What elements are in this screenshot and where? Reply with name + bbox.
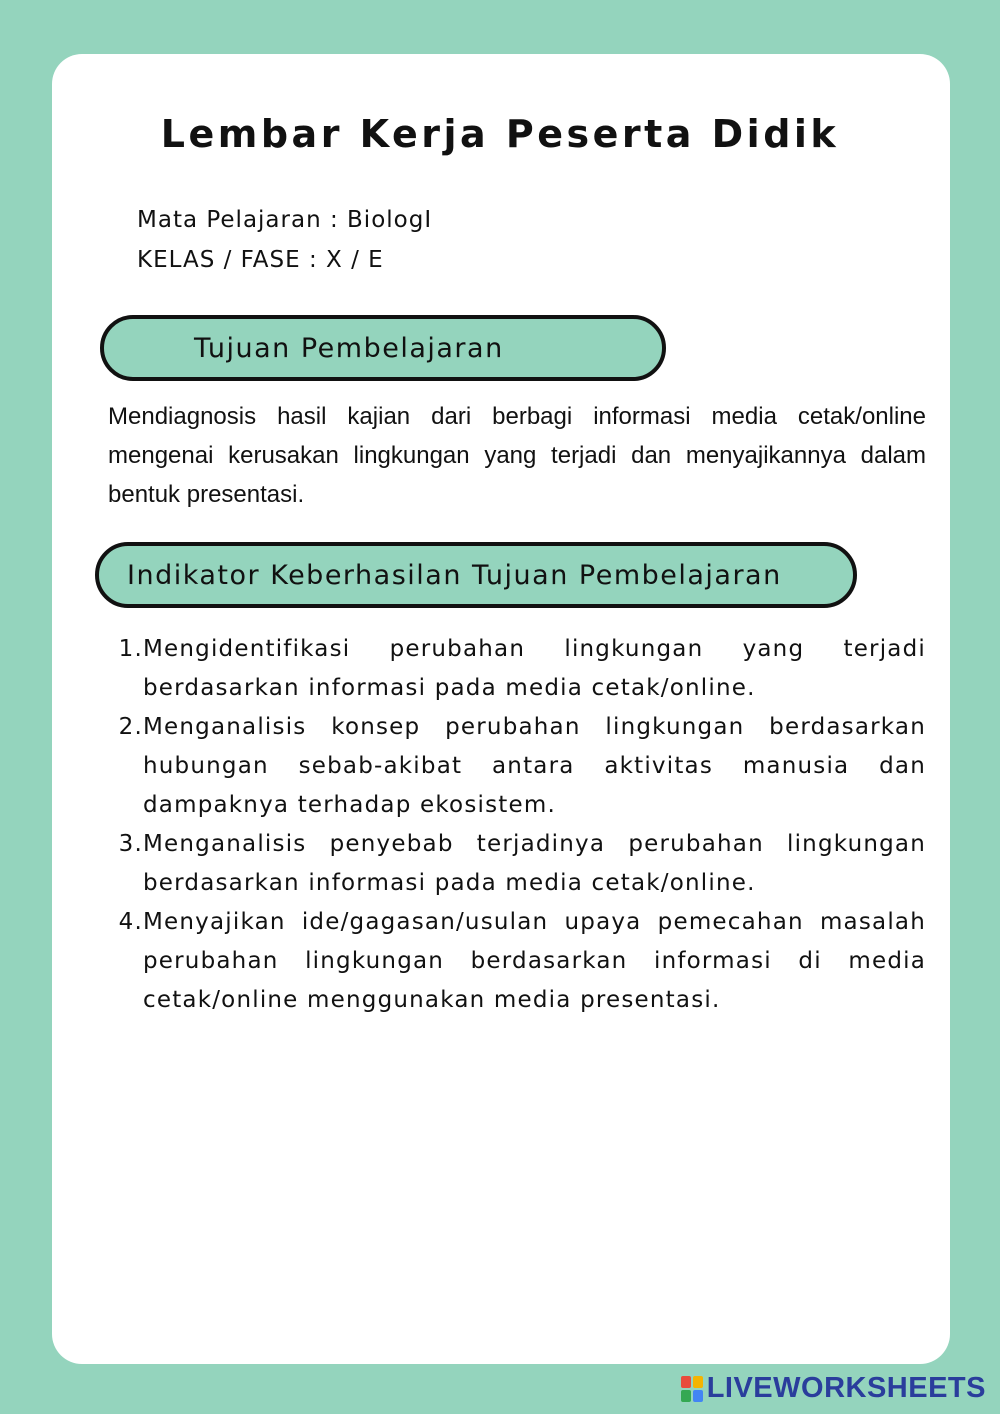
- meta-info: [137, 200, 432, 280]
- section-heading-label: Indikator Keberhasilan Tujuan Pembelajaran: [127, 559, 782, 591]
- list-item-number: 3.: [118, 831, 143, 857]
- list-item-text: Mengidentifikasi perubahan lingkungan yang terjadi berdasarkan informasi pada media cetak/online.: [143, 636, 926, 701]
- list-item: [108, 825, 926, 903]
- logo-square-icon: [693, 1390, 703, 1402]
- class-line: KELAS / FASE : X / E: [137, 247, 384, 273]
- list-item-text: Menganalisis penyebab terjadinya perubahan lingkungan berdasarkan informasi pada media cetak/online.: [143, 831, 926, 896]
- subject-line: Mata Pelajaran : BiologI: [137, 207, 433, 233]
- list-item-text: Menganalisis konsep perubahan lingkungan berdasarkan hubungan sebab-akibat antara aktivitas manusia dan dampaknya terhadap ekosistem.: [143, 714, 926, 818]
- indicator-list: [108, 630, 926, 1020]
- list-item: [108, 630, 926, 708]
- logo-square-icon: [681, 1390, 691, 1402]
- liveworksheets-logo-icon: [681, 1376, 703, 1402]
- list-item-number: 2.: [118, 714, 143, 740]
- learning-objective-text: Mendiagnosis hasil kajian dari berbagi informasi media cetak/online mengenai kerusakan lingkungan yang terjadi dan menyajikannya dalam bentuk presentasi.: [108, 403, 926, 508]
- list-item-number: 1.: [118, 636, 143, 662]
- list-item-number: 4.: [118, 909, 143, 935]
- list-item-text: Menyajikan ide/gagasan/usulan upaya pemecahan masalah perubahan lingkungan berdasarkan informasi di media cetak/online menggunakan media presentasi.: [143, 909, 926, 1013]
- liveworksheets-logo: [681, 1372, 986, 1405]
- logo-text: LIVEWORKSHEETS: [706, 1372, 986, 1404]
- page-title: Lembar Kerja Peserta Didik: [160, 112, 840, 156]
- section-heading-tujuan: [100, 315, 666, 381]
- logo-square-icon: [693, 1376, 703, 1388]
- list-item: [108, 903, 926, 1020]
- logo-square-icon: [681, 1376, 691, 1388]
- list-item: [108, 708, 926, 825]
- section-heading-label: Tujuan Pembelajaran: [194, 332, 504, 364]
- section-heading-indikator: [95, 542, 857, 608]
